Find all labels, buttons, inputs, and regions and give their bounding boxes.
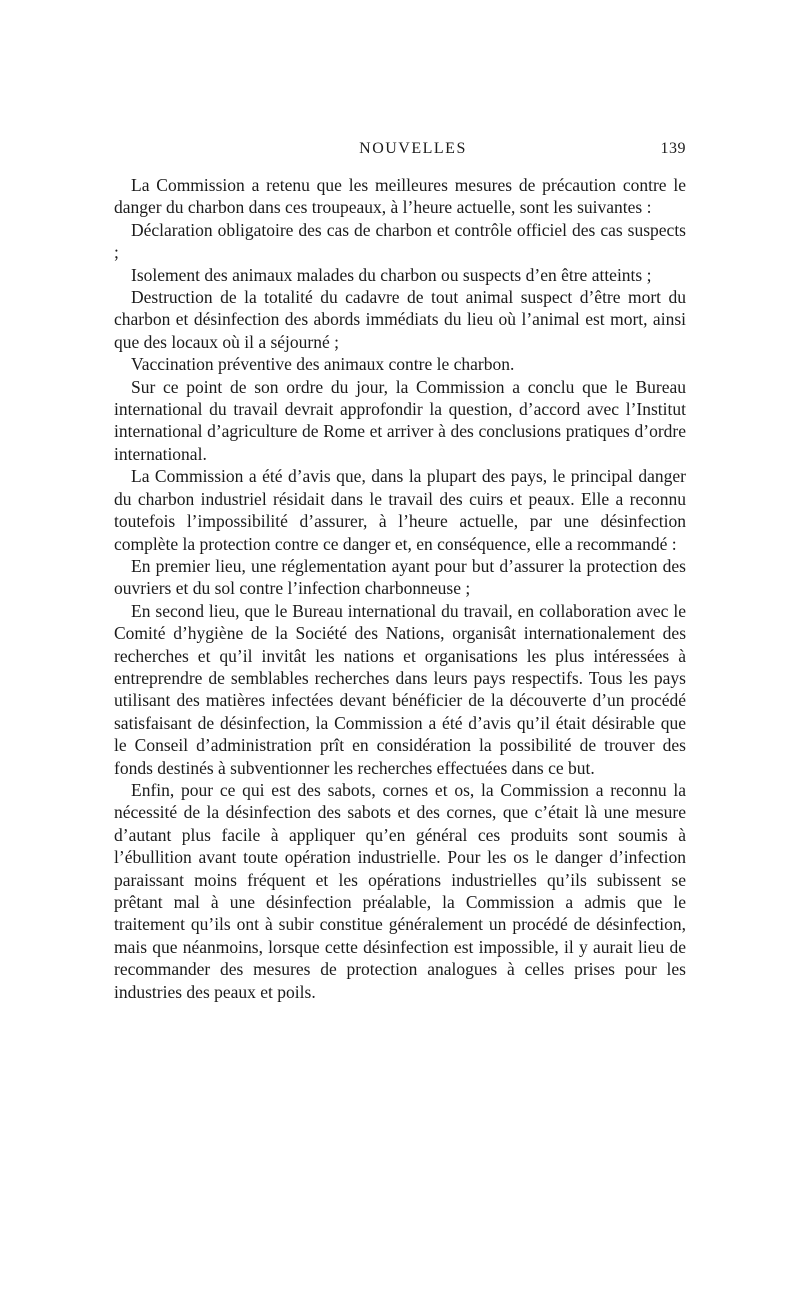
paragraph-isolation: Isolement des animaux malades du charbon ou suspects d’en être atteints ; <box>131 264 652 285</box>
paragraph-declaration: Déclaration obligatoire des cas de charbon et contrôle officiel des cas suspects ; <box>114 219 686 263</box>
paragraph-vaccination: Vaccination préventive des animaux contre le charbon. <box>131 354 515 375</box>
paragraph-industrial-danger: La Commission a été d’avis que, dans la plupart des pays, le principal danger du charbon industriel résidait dans le travail des cuirs et peaux. Elle a reconnu toutefois l’impossibilité d’assurer, à l’heure actuelle, par une désinfection complète la protection contre ce danger et, en conséquence, elle a recommandé : <box>114 466 686 554</box>
page-number: 139 <box>660 140 686 157</box>
body-text <box>114 174 686 1003</box>
paragraph-intro: La Commission a retenu que les meilleures mesures de précaution contre le danger du charbon dans ces troupeaux, à l’heure actuelle, sont les suivantes : <box>114 175 686 218</box>
paragraph-destruction: Destruction de la totalité du cadavre de tout animal suspect d’être mort du charbon et désinfection des abords immédiats du lieu où l’animal est mort, ainsi que des locaux où il a séjourné ; <box>114 287 686 352</box>
paragraph-hooves-horns-bones: Enfin, pour ce qui est des sabots, cornes et os, la Commission a reconnu la nécessité de la désinfection des sabots et des cornes, que c’était là une mesure d’autant plus facile à appliquer qu’en général ces produits sont soumis à l’ébullition avant toute opération industrielle. Pour les os le danger d’infection paraissant moins fréquent et les opérations industrielles qu’ils subissent se prêtant mal à une désinfection préalable, la Commission a admis que le traitement qu’ils ont à subir constitue généralement un procédé de désinfection, mais que néanmoins, lorsque cette désinfection est impossible, il y aurait lieu de recommander des mesures de protection analogues à celles prises pour les industries des peaux et poils. <box>114 779 686 1002</box>
running-title: NOUVELLES <box>359 140 467 157</box>
paragraph-first-recommendation: En premier lieu, une réglementation ayant pour but d’assurer la protection des ouvriers et du sol contre l’infection charbonneuse ; <box>114 555 686 599</box>
paragraph-second-recommendation: En second lieu, que le Bureau international du travail, en collaboration avec le Comité d’hygiène de la Société des Nations, organisât internationalement des recherches et qu’il invitât les nations et organisations les plus intéressées à entreprendre de semblables recherches dans leurs pays respectifs. Tous les pays utilisant des matières infectées devant bénéficier de la découverte d’un procédé satisfaisant de désinfection, la Commission a été d’avis qu’il était désirable que le Conseil d’administration prît en considération la possibilité de trouver des fonds destinés à subventionner les recherches effectuées dans ce but. <box>114 600 686 778</box>
paragraph-conclusion: Sur ce point de son ordre du jour, la Commission a conclu que le Bureau international du travail devrait approfondir la question, d’accord avec l’Institut international d’agriculture de Rome et arriver à des conclusions pratiques d’ordre international. <box>114 376 686 464</box>
running-head <box>114 140 686 164</box>
